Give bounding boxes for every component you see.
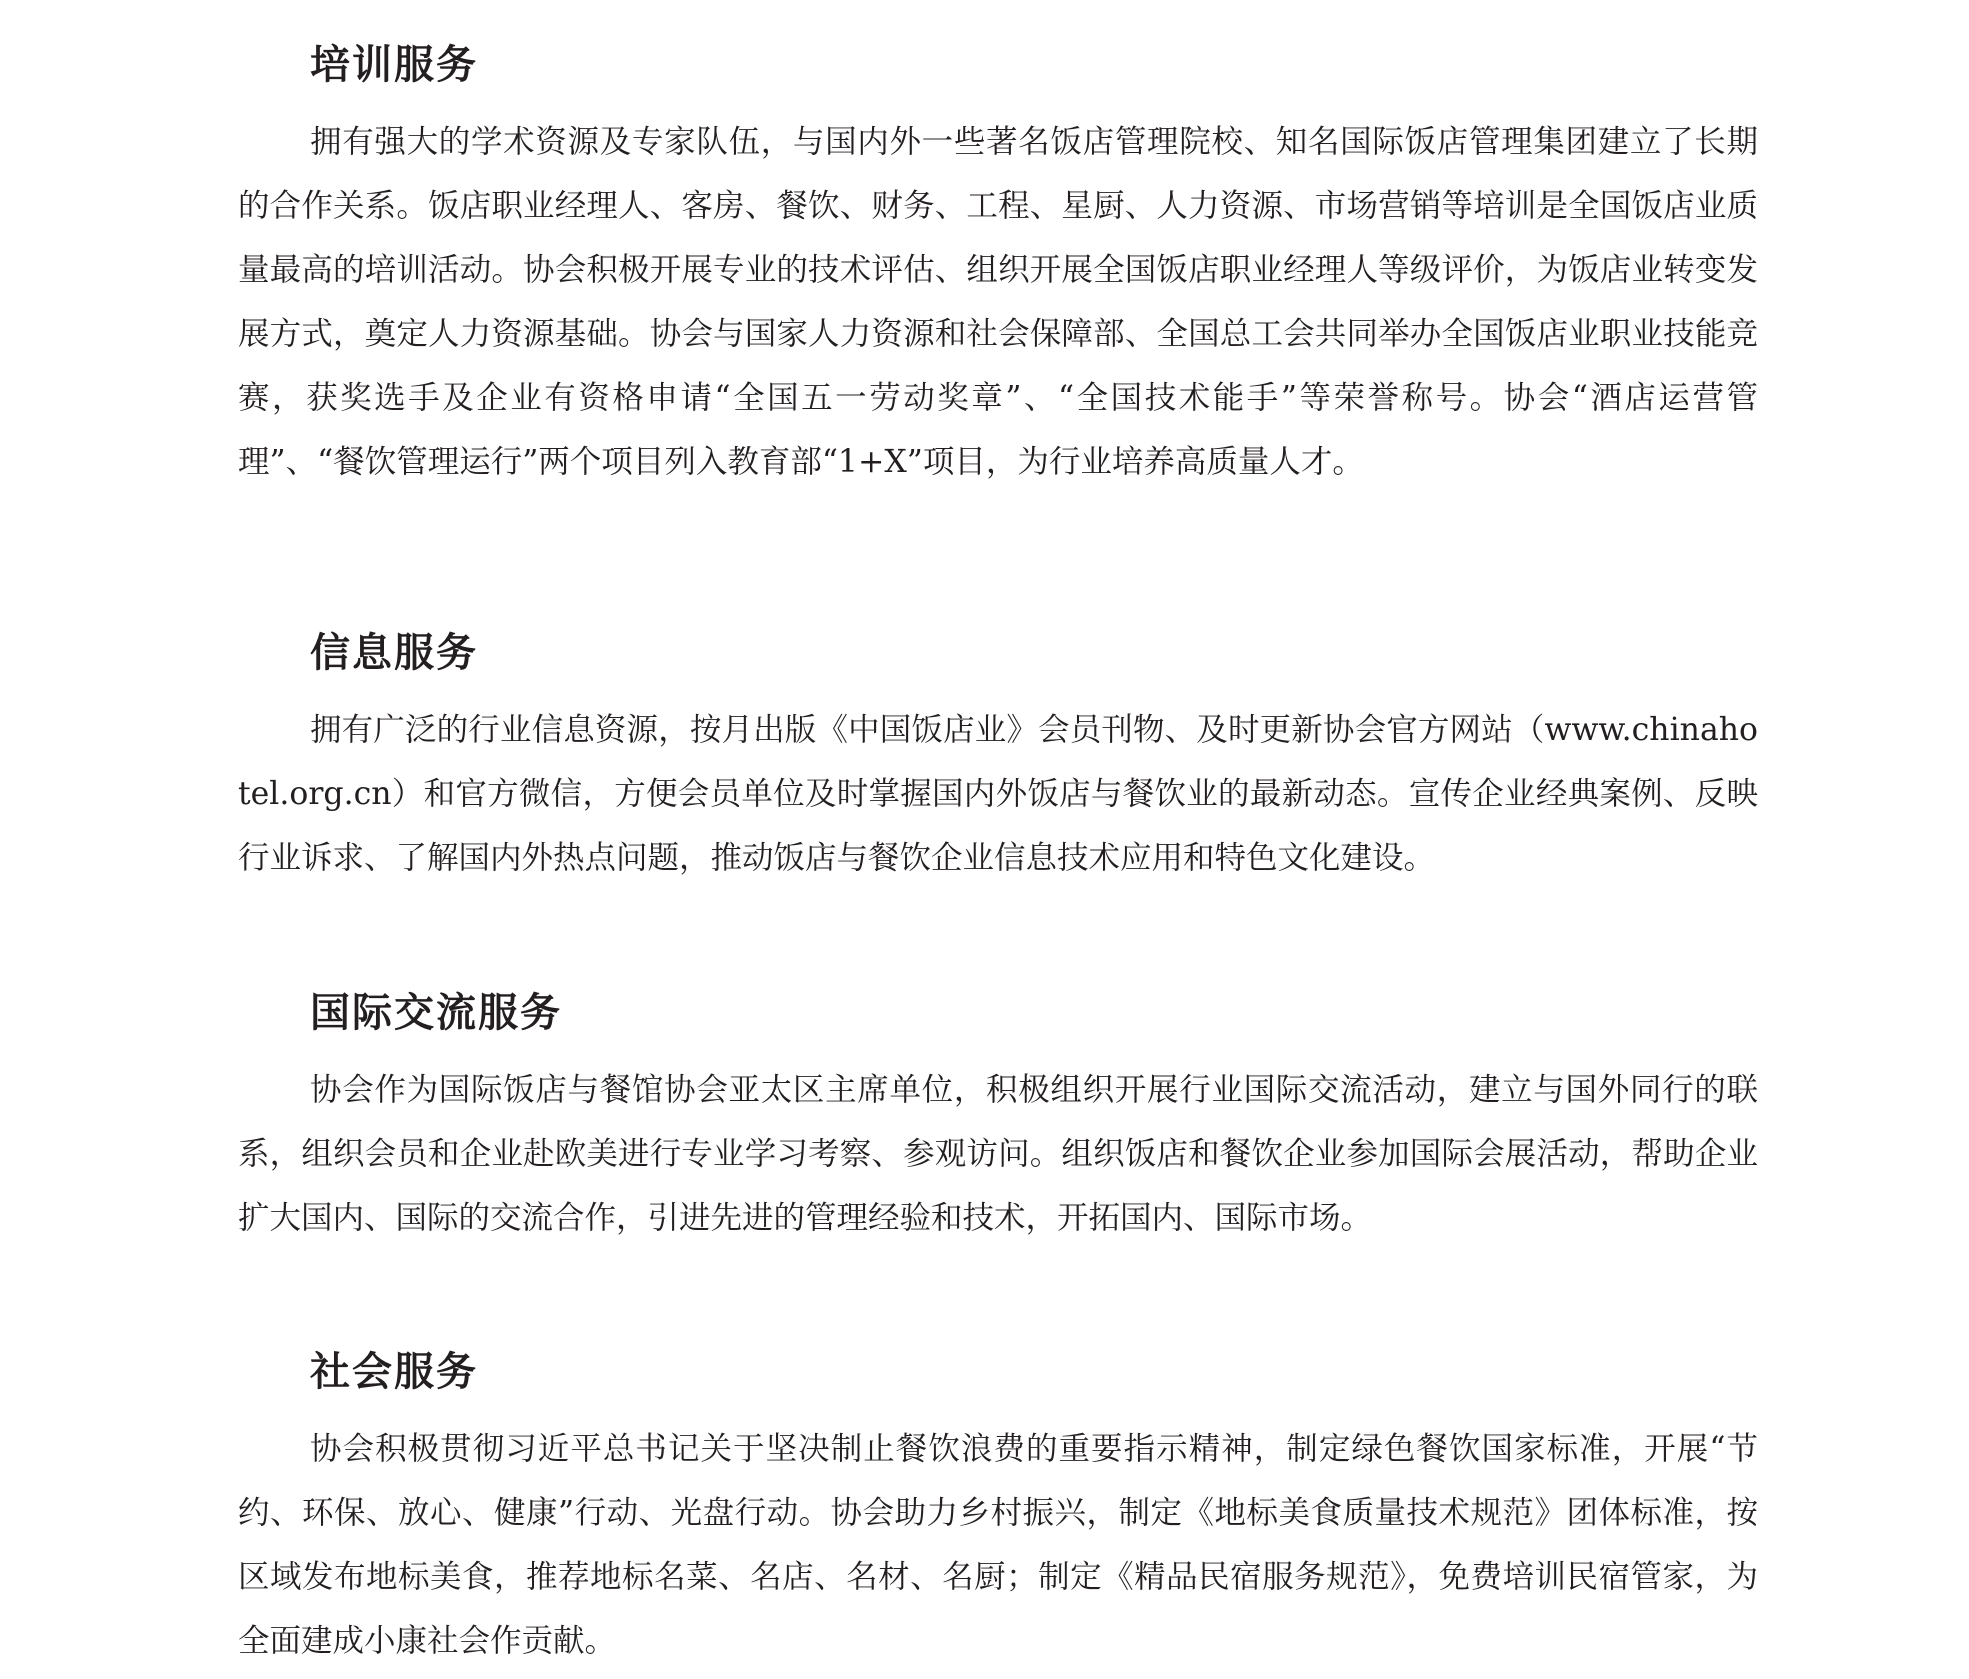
section-paragraph: 协会积极贯彻习近平总书记关于坚决制止餐饮浪费的重要指示精神，制定绿色餐饮国家标准，开展“节约、环保、放心、健康”行动、光盘行动。协会助力乡村振兴，制定《地标美食质量技术规范》团体标准，按区域发布地标美食，推荐地标名菜、名店、名材、名厨；制定《精品民宿服务规范》，免费培训民宿管家，为全面建成小康社会作贡献。 (238, 1431, 1758, 1659)
section-paragraph: 拥有强大的学术资源及专家队伍，与国内外一些著名饭店管理院校、知名国际饭店管理集团建立了长期的合作关系。饭店职业经理人、客房、餐饮、财务、工程、星厨、人力资源、市场营销等培训是全国饭店业质量最高的培训活动。协会积极开展专业的技术评估、组织开展全国饭店职业经理人等级评价，为饭店业转变发展方式，奠定人力资源基础。协会与国家人力资源和社会保障部、全国总工会共同举办全国饭店业职业技能竞赛，获奖选手及企业有资格申请“全国五一劳动奖章”、“全国技术能手”等荣誉称号。协会“酒店运营管理”、“餐饮管理运行”两个项目列入教育部“1+X”项目，为行业培养高质量人才。 (238, 124, 1758, 480)
section-information-service (238, 628, 1758, 890)
section-international-exchange-service (238, 988, 1758, 1250)
section-social-service (238, 1347, 1758, 1673)
section-training-service (238, 40, 1758, 494)
section-title: 社会服务 (310, 1349, 478, 1395)
section-title: 信息服务 (310, 630, 478, 676)
section-title: 培训服务 (310, 42, 478, 88)
section-title: 国际交流服务 (310, 990, 562, 1036)
section-paragraph: 协会作为国际饭店与餐馆协会亚太区主席单位，积极组织开展行业国际交流活动，建立与国外同行的联系，组织会员和企业赴欧美进行专业学习考察、参观访问。组织饭店和餐饮企业参加国际会展活动，帮助企业扩大国内、国际的交流合作，引进先进的管理经验和技术，开拓国内、国际市场。 (238, 1072, 1758, 1236)
section-paragraph: 拥有广泛的行业信息资源，按月出版《中国饭店业》会员刊物、及时更新协会官方网站（www.chinahotel.org.cn）和官方微信，方便会员单位及时掌握国内外饭店与餐饮业的最新动态。宣传企业经典案例、反映行业诉求、了解国内外热点问题，推动饭店与餐饮企业信息技术应用和特色文化建设。 (238, 712, 1758, 876)
